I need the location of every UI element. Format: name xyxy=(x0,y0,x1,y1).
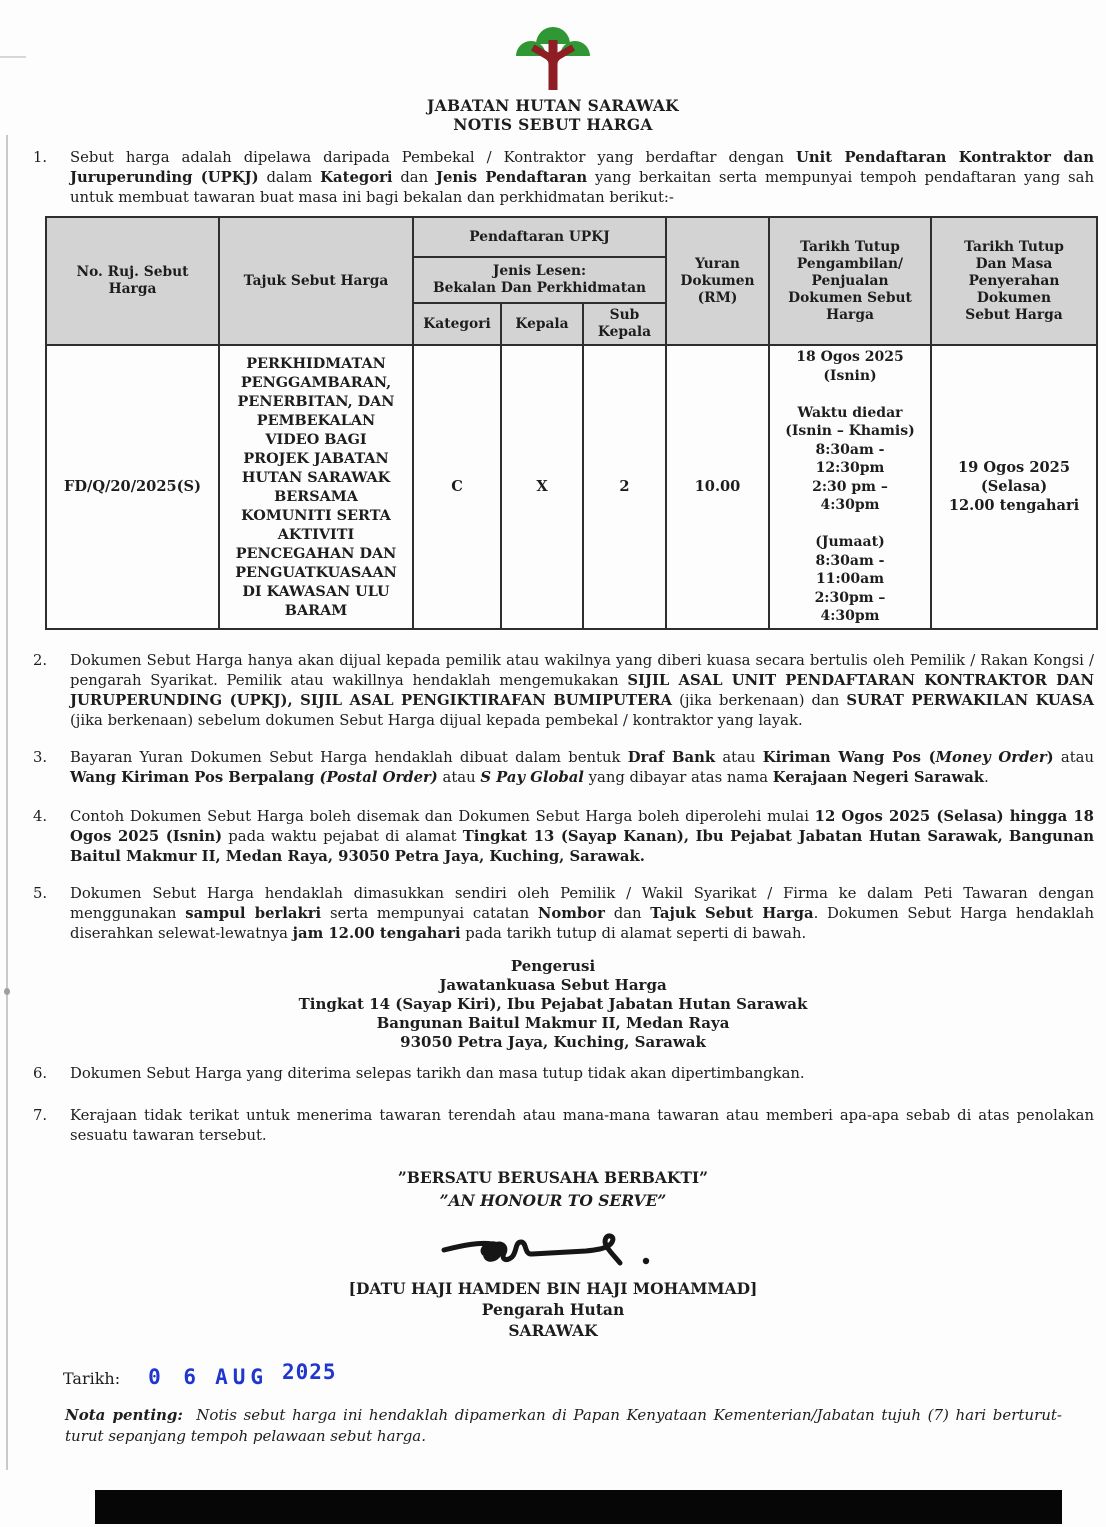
quotation-table xyxy=(45,216,1098,630)
header-jenis-lesen: Jenis Lesen: Bekalan Dan Perkhidmatan xyxy=(413,257,666,303)
motto-block xyxy=(0,1166,1106,1212)
date-row xyxy=(63,1359,1106,1389)
paragraph-5-text: Dokumen Sebut Harga hendaklah dimasukkan sendiri oleh Pemilik / Wakil Syarikat / Firma ke dalam Peti Tawaran dengan menggunakan sampul berlakri serta mempunyai catatan Nombor dan Tajuk Sebut Harga. Dokumen Sebut Harga hendaklah diserahkan selewat-lewatnya jam 12.00 tengahari pada tarikh tutup di alamat seperti di bawah. xyxy=(70,884,1099,942)
motto-line-malay: ”BERSATU BERUSAHA BERBAKTI” xyxy=(397,1167,709,1187)
paragraph-5 xyxy=(33,884,1099,944)
bottom-redaction-bar xyxy=(95,1490,1062,1524)
motto-line-english: ”AN HONOUR TO SERVE” xyxy=(439,1190,667,1210)
stamp-day: 0 6 xyxy=(148,1364,202,1389)
forest-department-tree-logo-icon xyxy=(507,12,599,92)
stamp-month: AUG xyxy=(215,1364,268,1389)
cell-no-ruj: FD/Q/20/2025(S) xyxy=(46,345,219,629)
signatory-name: [DATU HAJI HAMDEN BIN HAJI MOHAMMAD] xyxy=(348,1278,758,1298)
cell-kepala: X xyxy=(501,345,583,629)
scan-corner-mark xyxy=(0,56,26,58)
cell-tarikh-penyerahan: 19 Ogos 2025 (Selasa) 12.00 tengahari xyxy=(931,345,1097,629)
signature-block xyxy=(0,1216,1106,1341)
paragraph-3-number: 3. xyxy=(33,748,48,766)
paragraph-1-number: 1. xyxy=(33,149,48,166)
cell-tarikh-pengambilan: 18 Ogos 2025 (Isnin) Waktu diedar (Isnin – Khamis) 8:30am - 12:30pm 2:30 pm – 4:30pm (Jumaat) 8:30am - 11:00am 2:30pm – 4:30pm xyxy=(769,345,931,629)
paragraph-5-number: 5. xyxy=(33,884,48,902)
header-tarikh-penyerahan: Tarikh Tutup Dan Masa Penyerahan Dokumen Sebut Harga xyxy=(931,217,1097,345)
paragraph-7-number: 7. xyxy=(33,1106,48,1124)
signature-scribble xyxy=(436,1216,671,1274)
date-label: Tarikh: xyxy=(63,1368,121,1388)
header-sub-kepala: Sub Kepala xyxy=(583,303,666,345)
paragraph-3 xyxy=(33,748,1099,788)
paragraph-4-number: 4. xyxy=(33,807,48,825)
header-no-ruj: No. Ruj. Sebut Harga xyxy=(46,217,219,345)
scan-dot-mark xyxy=(4,988,10,995)
quotation-row xyxy=(46,345,1097,629)
signatory-title: Pengarah Hutan xyxy=(481,1299,625,1319)
document-title-line2: NOTIS SEBUT HARGA xyxy=(453,115,653,134)
important-note: Nota penting: Notis sebut harga ini hendaklah dipamerkan di Papan Kenyataan Kementerian/Jabatan tujuh (7) hari berturut-turut sepanjang tempoh pelawaan sebut harga. xyxy=(65,1405,1062,1445)
cell-tajuk: PERKHIDMATAN PENGGAMBARAN, PENERBITAN, DAN PEMBEKALAN VIDEO BAGI PROJEK JABATAN HUTAN SARAWAK BERSAMA KOMUNITI SERTA AKTIVITI PENCEGAHAN DAN PENGUATKUASAAN DI KAWASAN ULU BARAM xyxy=(219,345,413,629)
paragraph-3-text: Bayaran Yuran Dokumen Sebut Harga hendaklah dibuat dalam bentuk Draf Bank atau Kiriman Wang Pos (Money Order) atau Wang Kiriman Pos Berpalang (Postal Order) atau S Pay Global yang dibayar atas nama Kerajaan Negeri Sarawak. xyxy=(70,748,1099,786)
paragraph-1-text: Sebut harga adalah dipelawa daripada Pembekal / Kontraktor yang berdaftar dengan Unit Pendaftaran Kontraktor dan Juruperunding (UPKJ) dalam Kategori dan Jenis Pendaftaran yang berkaitan serta mempunyai tempoh pendaftaran yang sah untuk membuat tawaran buat masa ini bagi bekalan dan perkhidmatan berikut:- xyxy=(70,149,1100,206)
paragraph-7-text: Kerajaan tidak terikat untuk menerima tawaran terendah atau mana-mana tawaran atau memberi apa-apa sebab di atas penolakan sesuatu tawaran tersebut. xyxy=(70,1106,1099,1144)
paragraph-6-number: 6. xyxy=(33,1064,48,1082)
paragraph-4-text: Contoh Dokumen Sebut Harga boleh disemak dan Dokumen Sebut Harga boleh diperolehi mulai 12 Ogos 2025 (Selasa) hingga 18 Ogos 2025 (Isnin) pada waktu pejabat di alamat Tingkat 13 (Sayap Kanan), Ibu Pejabat Jabatan Hutan Sarawak, Bangunan Baitul Makmur II, Medan Raya, 93050 Petra Jaya, Kuching, Sarawak. xyxy=(70,807,1100,865)
scan-edge-line xyxy=(6,135,8,1470)
paragraph-1 xyxy=(33,148,1100,208)
document-title-line1: JABATAN HUTAN SARAWAK xyxy=(427,96,679,115)
header xyxy=(0,0,1106,134)
cell-kategori: C xyxy=(413,345,501,629)
date-stamp xyxy=(148,1359,337,1389)
paragraph-2-number: 2. xyxy=(33,651,48,669)
submission-address-block: Pengerusi Jawatankuasa Sebut Harga Tingkat 14 (Sayap Kiri), Ibu Pejabat Jabatan Hutan Sarawak Bangunan Baitul Makmur II, Medan Raya 93050 Petra Jaya, Kuching, Sarawak xyxy=(298,956,808,1051)
paragraph-2-text: Dokumen Sebut Harga hanya akan dijual kepada pemilik atau wakilnya yang diberi kuasa secara bertulis oleh Pemilik / Rakan Kongsi / pengarah Syarikat. Pemilik atau wakillnya hendaklah mengemukakan SIJIL ASAL UNIT PENDAFTARAN KONTRAKTOR DAN JURUPERUNDING (UPKJ), SIJIL ASAL PENGIKTIRAFAN BUMIPUTERA (jika berkenaan) dan SURAT PERWAKILAN KUASA (jika berkenaan) sebelum dokumen Sebut Harga dijual kepada pembekal / kontraktor yang layak. xyxy=(70,651,1100,729)
paragraph-6 xyxy=(33,1064,1094,1084)
cell-yuran: 10.00 xyxy=(666,345,769,629)
paragraph-7 xyxy=(33,1106,1099,1146)
header-kepala: Kepala xyxy=(501,303,583,345)
cell-sub-kepala: 2 xyxy=(583,345,666,629)
header-tajuk: Tajuk Sebut Harga xyxy=(219,217,413,345)
stamp-year: 2025 xyxy=(282,1359,337,1384)
header-tarikh-pengambilan: Tarikh Tutup Pengambilan/ Penjualan Dokumen Sebut Harga xyxy=(769,217,931,345)
header-kategori: Kategori xyxy=(413,303,501,345)
header-yuran: Yuran Dokumen (RM) xyxy=(666,217,769,345)
signatory-org: SARAWAK xyxy=(508,1320,598,1340)
paragraph-2 xyxy=(33,651,1100,731)
quotation-table-header xyxy=(46,217,1097,345)
paragraph-4 xyxy=(33,807,1100,867)
header-pendaftaran-upkj: Pendaftaran UPKJ xyxy=(413,217,666,257)
paragraph-6-text: Dokumen Sebut Harga yang diterima selepas tarikh dan masa tutup tidak akan dipertimbangkan. xyxy=(70,1064,805,1082)
